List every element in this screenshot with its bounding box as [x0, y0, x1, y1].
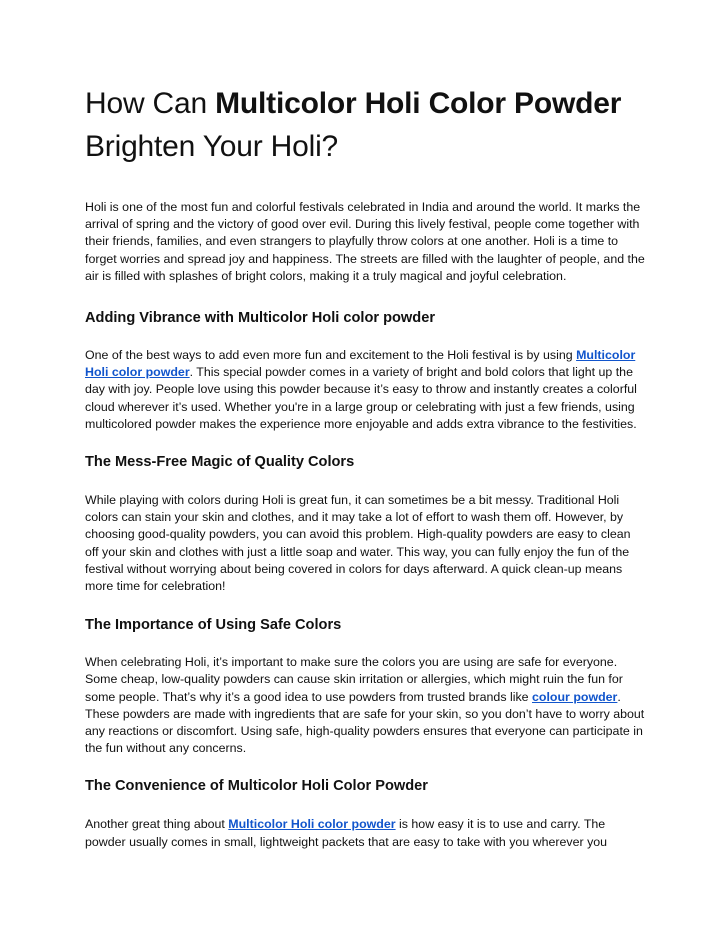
- page-title: [85, 82, 645, 168]
- paragraph-text: When celebrating Holi, it’s important to make sure the colors you are using are safe for everyone. Some cheap, low-quality powders can cause skin irritation or allergies, which might ruin the fun for some people. That’s why it’s a good idea to use powders from trusted brands like: [85, 655, 623, 704]
- title-bold: Multicolor Holi Color Powder: [215, 87, 622, 120]
- section-heading: The Convenience of Multicolor Holi Color Powder: [85, 778, 428, 795]
- section-paragraph: [85, 816, 645, 850]
- intro-paragraph: Holi is one of the most fun and colorful festivals celebrated in India and around the world. It marks the arrival of spring and the victory of good over evil. During this lively festival, people come together with their friends, families, and even strangers to playfully throw colors at one another. Holi is a time to forget worries and spread joy and happiness. The streets are filled with the laughter of people, and the air is filled with splashes of bright colors, making it a truly magical and joyful celebration.: [85, 200, 645, 283]
- section-heading: Adding Vibrance with Multicolor Holi color powder: [85, 310, 435, 327]
- multicolor-powder-link[interactable]: Multicolor Holi color powder: [228, 817, 396, 832]
- title-part-1: How Can: [85, 87, 216, 120]
- section-paragraph: [85, 347, 645, 433]
- paragraph-text: . These powders are made with ingredients that are safe for your skin, so you don’t have to worry about any reactions or discomfort. Using safe, high-quality powders ensures that everyone can participate in the fun without any concerns.: [85, 689, 645, 756]
- paragraph-text: One of the best ways to add even more fun and excitement to the Holi festival is by using: [85, 348, 577, 363]
- multicolor-powder-link[interactable]: Multicolor Holi color powder: [85, 348, 636, 380]
- colour-powder-link[interactable]: colour powder: [532, 689, 618, 704]
- section-heading: The Mess-Free Magic of Quality Colors: [85, 454, 355, 471]
- paragraph-text: Another great thing about: [85, 817, 229, 832]
- section-paragraph: While playing with colors during Holi is great fun, it can sometimes be a bit messy. Traditional Holi colors can stain your skin and clothes, and it may take a lot of effort to wash them off. However, by choosing good-quality powders, you can avoid this problem. High-quality powders are easy to clean off your skin and clothes with just a little soap and water. This way, you can fully enjoy the fun of the festival without worrying about being covered in colors for days afterward. A quick clean-up means more time for celebration!: [85, 493, 631, 594]
- paragraph-text: is how easy it is to use and carry. The powder usually comes in small, lightweight packets that are easy to take with you wherever you: [85, 817, 608, 849]
- paragraph-text: . This special powder comes in a variety of bright and bold colors that light up the day with joy. People love using this powder because it’s easy to throw and instantly creates a colorful cloud wherever it’s used. Whether you're in a large group or celebrating with just a few friends, using multicolored powder makes the experience more enjoyable and adds extra vibrance to the festivities.: [85, 365, 637, 431]
- section-paragraph: [85, 654, 645, 757]
- section-heading: The Importance of Using Safe Colors: [85, 617, 342, 634]
- title-part-2: Brighten Your Holi?: [85, 130, 339, 163]
- document-body: [85, 82, 645, 851]
